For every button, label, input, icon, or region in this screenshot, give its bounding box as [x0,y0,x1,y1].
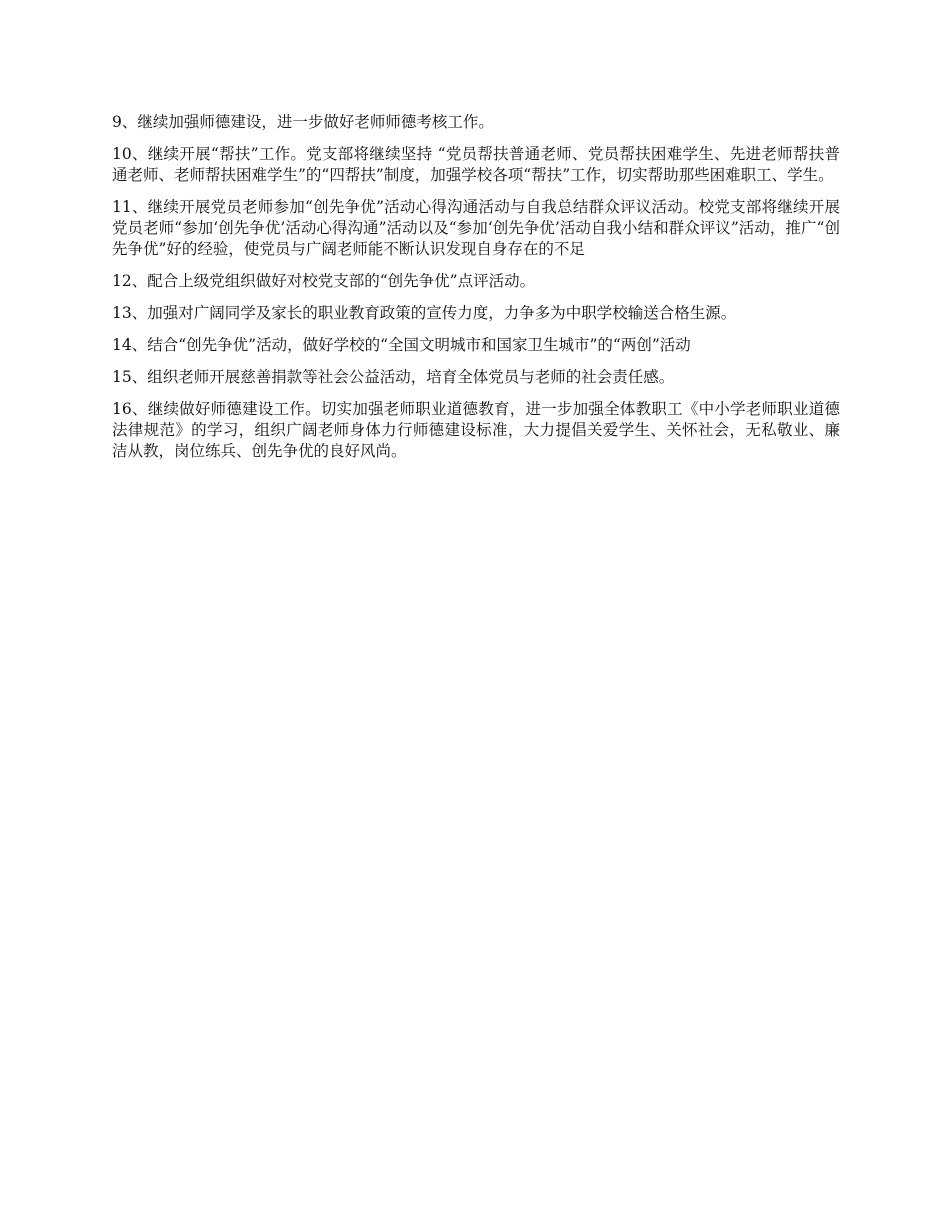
paragraph-item-11: 11、继续开展党员老师参加“创先争优”活动心得沟通活动与自我总结群众评议活动。校党支部将继续开展党员老师“参加‘创先争优’活动心得沟通”活动以及“参加‘创先争优’活动自我小结和群众评议”活动，推广“创先争优”好的经验，使党员与广阔老师能不断认识发现自身存在的不足 [112,198,840,258]
paragraph-item-14: 14、结合“创先争优”活动，做好学校的“全国文明城市和国家卫生城市”的“两创”活动 [112,336,691,354]
paragraph-item-15: 15、组织老师开展慈善捐款等社会公益活动，培育全体党员与老师的社会责任感。 [112,368,675,386]
document-body [112,112,840,473]
paragraph-item-9: 9、继续加强师德建设，进一步做好老师师德考核工作。 [112,113,494,131]
paragraph-item-16: 16、继续做好师德建设工作。切实加强老师职业道德教育，进一步加强全体教职工《中小学老师职业道德法律规范》的学习，组织广阔老师身体力行师德建设标准，大力提倡关爱学生、关怀社会，无私敬业、廉洁从教，岗位练兵、创先争优的良好风尚。 [112,400,840,460]
paragraph-item-10: 10、继续开展“帮扶”工作。党支部将继续坚持 “党员帮扶普通老师、党员帮扶困难学生、先进老师帮扶普通老师、老师帮扶困难学生”的“四帮扶”制度，加强学校各项“帮扶”工作，切实帮助那些困难职工、学生。 [112,145,840,184]
paragraph-item-12: 12、配合上级党组织做好对校党支部的“创先争优”点评活动。 [112,272,536,290]
paragraph-item-13: 13、加强对广阔同学及家长的职业教育政策的宣传力度，力争多为中职学校输送合格生源。 [112,304,737,322]
